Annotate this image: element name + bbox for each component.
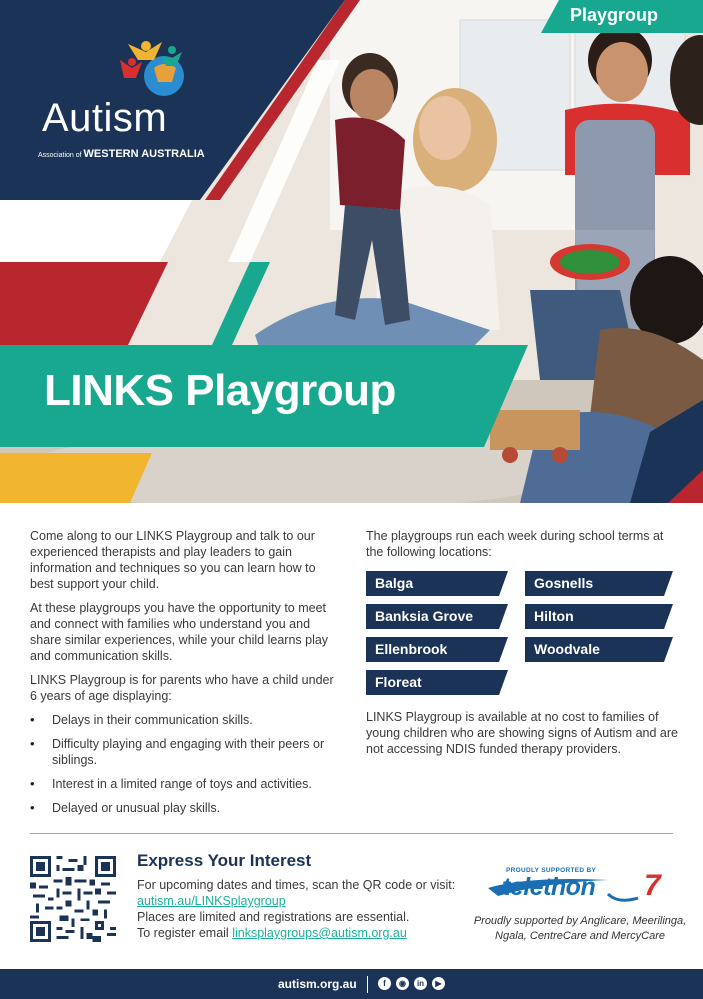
intro-column [30, 528, 342, 824]
location-banksia-grove [366, 604, 508, 629]
location-balga [366, 571, 508, 596]
playgroup-link[interactable]: autism.au/LINKSplaygroup [137, 894, 286, 908]
logo-sub-prefix: Association of [38, 152, 82, 159]
intro-paragraph: LINKS Playgroup is for parents who have a child under 6 years of age displaying: [30, 673, 334, 703]
linkedin-icon[interactable]: in [414, 977, 427, 990]
location-woodvale [525, 637, 673, 662]
location-gosnells [525, 571, 673, 596]
instagram-icon[interactable]: ◉ [396, 977, 409, 990]
criteria-list [30, 712, 342, 816]
list-item: • Delayed or unusual play skills. [30, 800, 342, 816]
qr-code[interactable] [30, 856, 116, 942]
website-link[interactable]: autism.org.au [278, 977, 357, 991]
location-label: Balga [375, 575, 414, 591]
location-floreat [366, 670, 508, 695]
sponsor-number: 7 [644, 869, 661, 902]
interest-line: For upcoming dates and times, scan the QR code or visit: [137, 878, 456, 892]
youtube-icon[interactable]: ▶ [432, 977, 445, 990]
list-item: • Delays in their communication skills. [30, 712, 342, 728]
support-text: Proudly supported by Anglicare, Meerilinga, Ngala, CentreCare and MercyCare [473, 915, 687, 942]
locations-intro [366, 528, 678, 560]
location-label: Woodvale [534, 641, 600, 657]
page-title: LINKS Playgroup [44, 366, 396, 415]
location-hilton [525, 604, 673, 629]
location-ellenbrook [366, 637, 508, 662]
category-badge [541, 0, 703, 33]
list-item: • Interest in a limited range of toys and activities. [30, 776, 342, 792]
locations-intro-text: The playgroups run each week during school terms at the following locations: [366, 529, 664, 559]
location-label: Gosnells [534, 575, 594, 591]
section-divider [30, 833, 673, 834]
email-link[interactable]: linksplaygroups@autism.org.au [232, 926, 407, 940]
facebook-icon[interactable]: f [378, 977, 391, 990]
location-label: Hilton [534, 608, 574, 624]
badge-label: Playgroup [570, 5, 659, 25]
list-item: • Difficulty playing and engaging with their peers or siblings. [30, 736, 342, 768]
intro-paragraph: At these playgroups you have the opportunity to meet and connect with families who understand you and share similar experiences, while your child learns play and communication skills. [30, 601, 329, 663]
location-label: Floreat [375, 674, 422, 690]
register-line [137, 925, 477, 941]
availability-note: LINKS Playgroup is available at no cost to families of young children who are showing signs of Autism and are not accessing NDIS funded therapy providers. [366, 710, 678, 756]
autism-wa-logo [30, 38, 230, 168]
intro-paragraph: Come along to our LINKS Playgroup and talk to our experienced therapists and play leaders to gain information and techniques so you can learn how to best support your child. [30, 529, 316, 591]
interest-details [137, 877, 477, 941]
location-label: Banksia Grove [375, 608, 474, 624]
telethon-logo [488, 864, 678, 908]
sponsor-tag: PROUDLY SUPPORTED BY [506, 867, 597, 874]
footer-bar [0, 969, 703, 999]
footer-separator [367, 976, 368, 993]
location-label: Ellenbrook [375, 641, 448, 657]
register-prefix: To register email [137, 926, 233, 940]
logo-wordmark: Autism [42, 96, 168, 140]
sponsor-name: telethon [502, 873, 596, 901]
logo-sub-main: WESTERN AUSTRALIA [83, 148, 205, 160]
globe-figures-icon [110, 38, 200, 100]
logo-subtitle [38, 148, 205, 160]
interest-heading: Express Your Interest [137, 851, 312, 870]
interest-line: Places are limited and registrations are essential. [137, 910, 410, 924]
